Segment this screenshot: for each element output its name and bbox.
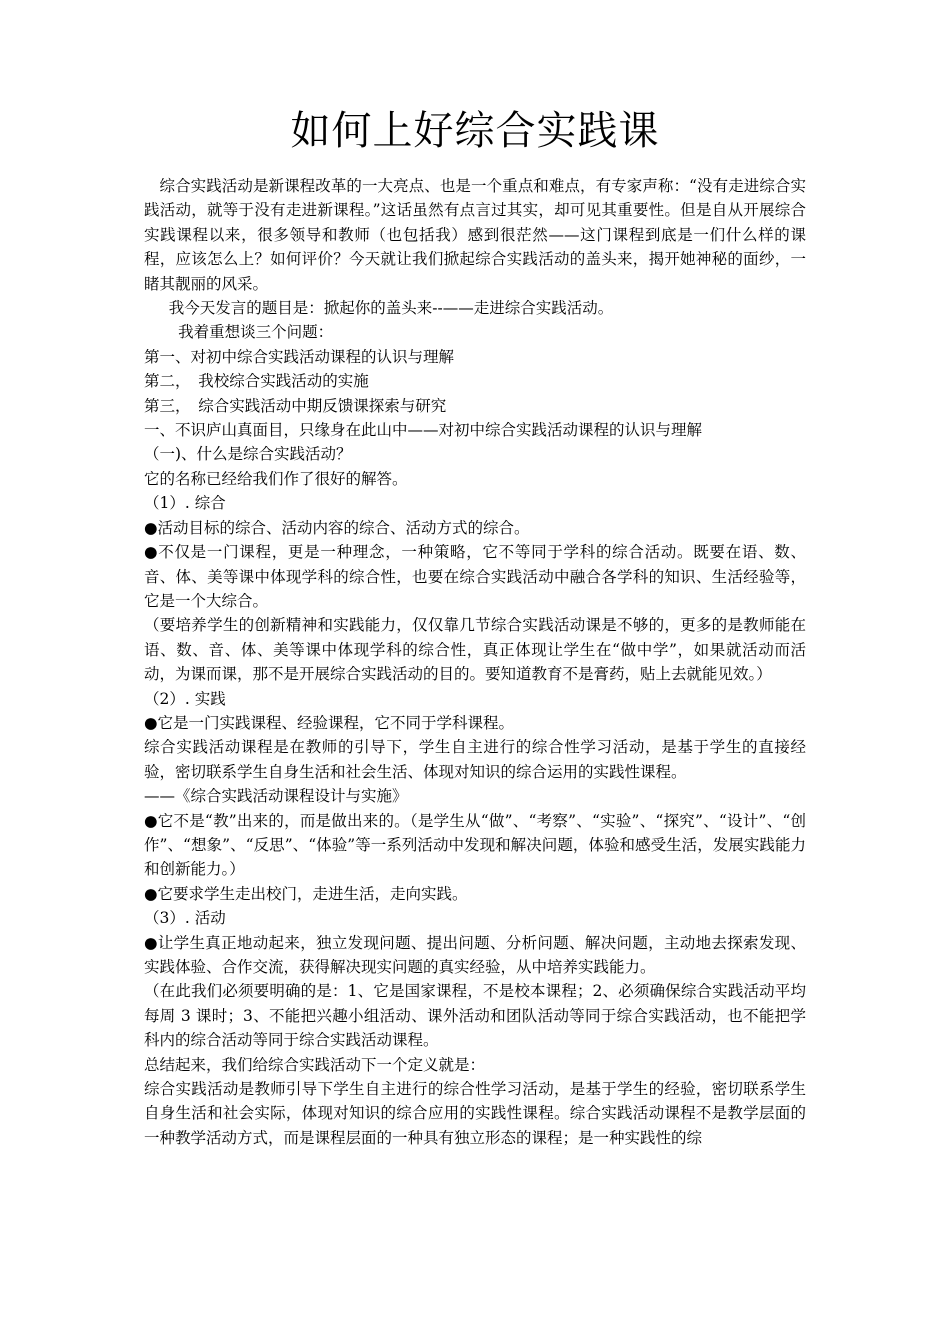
bullet-item: ●它是一门实践课程、经验课程，它不同于学科课程。 [144,713,515,732]
list-item-first: 第一、对初中综合实践活动课程的认识与理解 [144,347,455,366]
paragraph-topic: 我今天发言的题目是：掀起你的盖头来--——走进综合实践活动。 [168,299,614,318]
list-item-third: 第三， 综合实践活动中期反馈课探索与研究 [144,396,447,415]
section-heading-one: 一、不识庐山真面目，只缘身在此山中——对初中综合实践活动课程的认识与理解 [144,421,703,440]
note-paragraph: （要培养学生的创新精神和实践能力，仅仅靠几节综合实践活动课是不够的，更多的是教师能在语、数、音、体、美等课中体现学科的综合性，真正体现让学生在“做中学”，如果就活动而活动，为课而课，那不是开展综合实践活动的目的。要知道教育不是膏药，贴上去就能见效。） [144,616,806,684]
paragraph-summary-lead: 总结起来，我们给综合实践活动下一个定义就是： [144,1055,486,1074]
bullet-item: ●让学生真正地动起来，独立发现问题、提出问题、分析问题、解决问题，主动地去探索发现、实践体验、合作交流，获得解决现实问题的真实经验，从中培养实践能力。 [144,933,806,976]
note-paragraph: （在此我们必须要明确的是：1、它是国家课程，不是校本课程；2、必须确保综合实践活动平均每周 3 课时；3、不能把兴趣小组活动、课外活动和团队活动等同于综合实践活动，也不能把学科内的综合活动等同于综合实践活动课程。 [144,982,806,1050]
bullet-item: ●它要求学生走出校门，走进生活，走向实践。 [144,884,468,903]
subsection-heading-what: （一)、什么是综合实践活动？ [144,445,352,464]
quote-source: ——《综合实践活动课程设计与实施》 [144,787,408,806]
bullet-item: ●活动目标的综合、活动内容的综合、活动方式的综合。 [144,518,530,537]
document-title: 如何上好综合实践课 [290,108,660,154]
bullet-item: ●它不是“教”出来的，而是做出来的。（是学生从“做”、“考察”、“实验”、“探究”、“设计”、“创作”、“想象”、“反思”、“体验”等一系列活动中发现和解决问题，体验和感受生活，发展实践能力和创新能力。） [144,811,806,879]
paragraph-three-issues: 我着重想谈三个问题： [178,323,334,342]
bullet-item: ●不仅是一门课程，更是一种理念，一种策略，它不等同于学科的综合活动。既要在语、数、音、体、美等课中体现学科的综合性，也要在综合实践活动中融合各学科的知识、生活经验等，它是一个大综合。 [144,543,806,610]
point-heading-practice: （2）. 实践 [144,689,226,708]
paragraph-definition-quote: 综合实践活动课程是在教师的引导下，学生自主进行的综合性学习活动，是基于学生的直接经验，密切联系学生自身生活和社会生活、体现对知识的综合运用的实践性课程。 [144,738,806,781]
paragraph-definition: 综合实践活动是教师引导下学生自主进行的综合性学习活动，是基于学生的经验，密切联系学生自身生活和社会实际，体现对知识的综合应用的实践性课程。综合实践活动课程不是教学层面的一种教学活动方式，而是课程层面的一种具有独立形态的课程；是一种实践性的综 [144,1080,806,1147]
document-body [144,174,806,1150]
point-heading-activity: （3）. 活动 [144,909,226,928]
point-heading-comprehensive: （1）. 综合 [144,494,226,513]
paragraph-intro: 综合实践活动是新课程改革的一大亮点、也是一个重点和难点，有专家声称：“没有走进综合实践活动，就等于没有走进新课程。”这话虽然有点言过其实，却可见其重要性。但是自从开展综合实践课程以来，很多领导和教师（也包括我）感到很茫然——这门课程到底是一们什么样的课程，应该怎么上？如何评价？今天就让我们掀起综合实践活动的盖头来，揭开她神秘的面纱，一睹其靓丽的风采。 [144,177,806,293]
list-item-second: 第二， 我校综合实践活动的实施 [144,372,369,391]
paragraph-name-answer: 它的名称已经给我们作了很好的解答。 [144,469,408,488]
